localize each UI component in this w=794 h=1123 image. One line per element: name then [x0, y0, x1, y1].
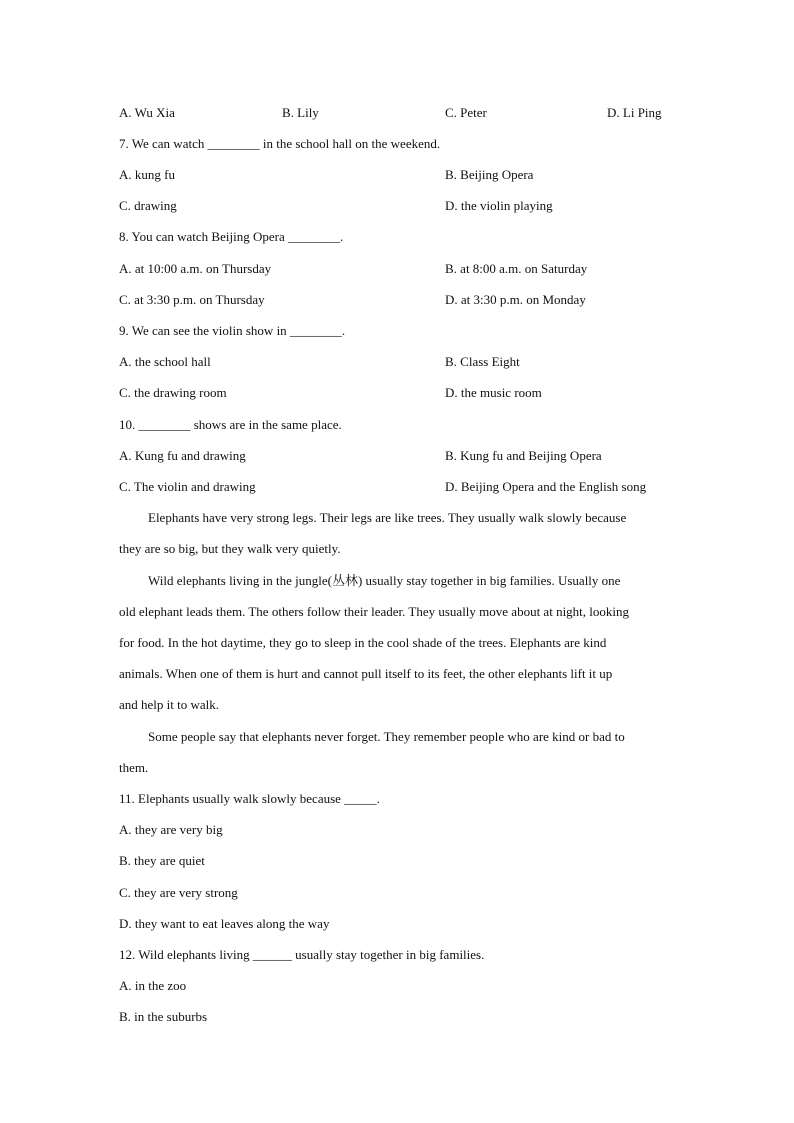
q8-options-row1 [119, 261, 675, 277]
q8-option-d: D. at 3:30 p.m. on Monday [445, 292, 586, 307]
q12-option-b: B. in the suburbs [119, 1009, 208, 1024]
q7-option-a: A. kung fu [119, 167, 175, 182]
q8-option-a: A. at 10:00 a.m. on Thursday [119, 261, 272, 276]
q8-option-c: C. at 3:30 p.m. on Thursday [119, 292, 265, 307]
q9-option-d: D. the music room [445, 385, 542, 400]
passage-p1-line2: they are so big, but they walk very quietly. [119, 541, 341, 556]
q11-option-c: C. they are very strong [119, 885, 238, 900]
q10-option-a: A. Kung fu and drawing [119, 448, 246, 463]
passage-p1-line1: Elephants have very strong legs. Their legs are like trees. They usually walk slowly because [148, 510, 627, 525]
q10-options-row2 [119, 479, 675, 495]
q11-option-a: A. they are very big [119, 822, 223, 837]
q10-option-c: C. The violin and drawing [119, 479, 256, 494]
q6-option-c: C. Peter [445, 105, 487, 120]
q10-option-d: D. Beijing Opera and the English song [445, 479, 647, 494]
q11-option-d: D. they want to eat leaves along the way [119, 916, 330, 931]
q11-stem: 11. Elephants usually walk slowly because _____. [119, 791, 380, 806]
passage-p2-line4: animals. When one of them is hurt and cannot pull itself to its feet, the other elephants lift it up [119, 666, 613, 681]
passage-p3-line2: them. [119, 760, 149, 775]
q7-option-b: B. Beijing Opera [445, 167, 534, 182]
passage-p3-line1: Some people say that elephants never forget. They remember people who are kind or bad to [148, 729, 625, 744]
passage-p2-line3: for food. In the hot daytime, they go to sleep in the cool shade of the trees. Elephants are kind [119, 635, 607, 650]
q6-option-b: B. Lily [282, 105, 319, 120]
q7-options-row2 [119, 198, 675, 214]
passage-p2-line2: old elephant leads them. The others follow their leader. They usually move about at night, looking [119, 604, 630, 619]
q7-stem: 7. We can watch ________ in the school hall on the weekend. [119, 136, 441, 151]
q9-option-c: C. the drawing room [119, 385, 227, 400]
q9-option-a: A. the school hall [119, 354, 211, 369]
q11-option-b: B. they are quiet [119, 853, 205, 868]
q7-option-d: D. the violin playing [445, 198, 553, 213]
passage-p2-line1: Wild elephants living in the jungle(丛林) usually stay together in big families. Usually one [148, 573, 621, 588]
q9-options-row1 [119, 354, 675, 370]
q10-stem: 10. ________ shows are in the same place. [119, 417, 342, 432]
q12-stem: 12. Wild elephants living ______ usually stay together in big families. [119, 947, 485, 962]
q8-option-b: B. at 8:00 a.m. on Saturday [445, 261, 588, 276]
q10-option-b: B. Kung fu and Beijing Opera [445, 448, 602, 463]
q7-option-c: C. drawing [119, 198, 177, 213]
q8-options-row2 [119, 292, 675, 308]
passage-p2-line5: and help it to walk. [119, 697, 220, 712]
q10-options-row1 [119, 448, 675, 464]
q7-options-row1 [119, 167, 675, 183]
q6-option-d: D. Li Ping [607, 105, 662, 120]
q9-options-row2 [119, 385, 675, 401]
q9-stem: 9. We can see the violin show in ________. [119, 323, 346, 338]
q12-option-a: A. in the zoo [119, 978, 187, 993]
q8-stem: 8. You can watch Beijing Opera ________. [119, 229, 344, 244]
q6-options [119, 105, 675, 121]
q9-option-b: B. Class Eight [445, 354, 520, 369]
q6-option-a: A. Wu Xia [119, 105, 175, 120]
